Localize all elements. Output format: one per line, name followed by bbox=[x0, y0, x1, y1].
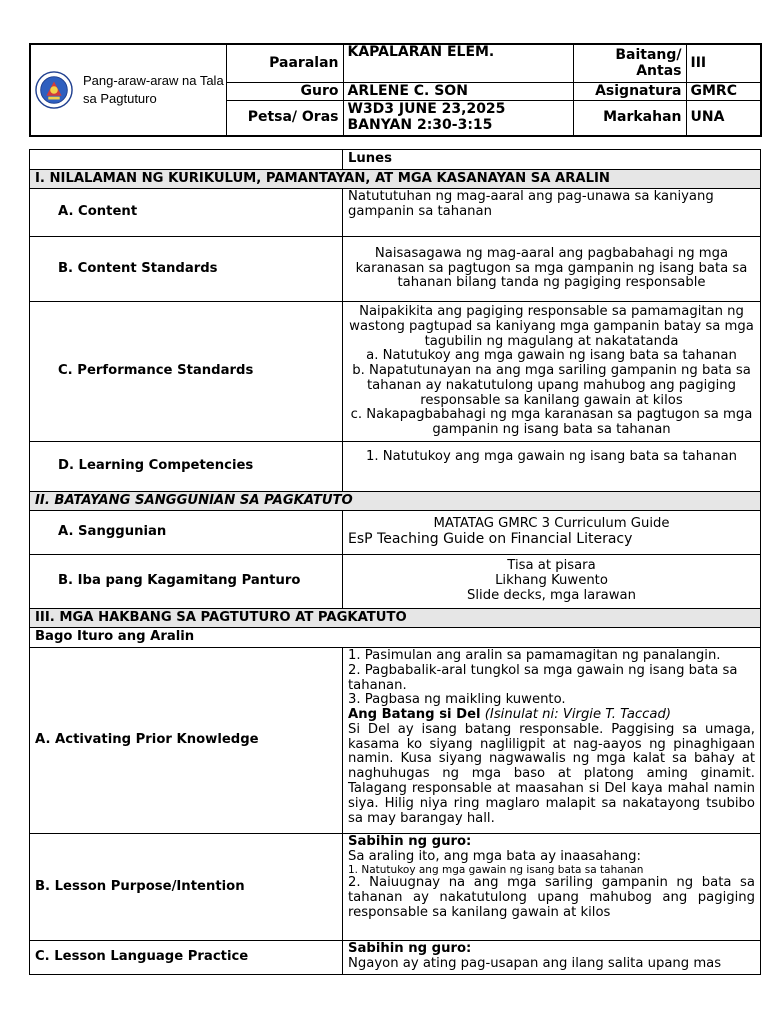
learning-competencies-label: D. Learning Competencies bbox=[30, 442, 343, 492]
form-title: Pang-araw-araw na Tala sa Pagtuturo bbox=[83, 72, 224, 106]
paaralan-value: KAPALARAN ELEM. bbox=[343, 44, 573, 83]
performance-standards-text bbox=[343, 302, 761, 442]
iba-pang-kagamitan-text bbox=[343, 555, 761, 609]
logo-title-cell bbox=[30, 44, 226, 136]
content-label: A. Content bbox=[30, 189, 343, 237]
story-author: (Isinulat ni: Virgie T. Taccad) bbox=[484, 707, 672, 723]
content-standards-label: B. Content Standards bbox=[30, 237, 343, 302]
lesson-purpose-text bbox=[343, 834, 761, 941]
llp-say-label: Sabihin ng guro: bbox=[348, 941, 472, 956]
markahan-value: UNA bbox=[686, 101, 761, 137]
sanggunian-label: A. Sanggunian bbox=[30, 511, 343, 555]
baitang-value: III bbox=[686, 44, 761, 83]
learning-competencies-text: 1. Natutukoy ang mga gawain ng isang bata sa tahanan bbox=[343, 442, 761, 492]
activating-prior-knowledge-text bbox=[343, 648, 761, 834]
ps-line: c. Nakapagbabahagi ng mga karanasan sa pagtugon sa mga gampanin ng isang bata sa tahanan bbox=[350, 407, 753, 438]
lesson-plan-table bbox=[29, 149, 761, 975]
petsa-line1: W3D3 JUNE 23,2025 bbox=[347, 101, 506, 118]
section-heading-3: III. MGA HAKBANG SA PAGTUTURO AT PAGKATUTO bbox=[30, 609, 761, 628]
guro-value: ARLENE C. SON bbox=[343, 83, 573, 101]
lp-item: 2. Naiuugnay na ang mga sariling gampanin ng bata sa tahanan ay nakatutulong upang mahubog ang pagiging responsable sa kanilang gawain at kilos bbox=[348, 875, 755, 920]
activating-prior-knowledge-label: A. Activating Prior Knowledge bbox=[30, 648, 343, 834]
section-heading-1: I. NILALAMAN NG KURIKULUM, PAMANTAYAN, AT MGA KASANAYAN SA ARALIN bbox=[30, 170, 761, 189]
apk-line: 2. Pagbabalik-aral tungkol sa mga gawain ng isang bata sa tahanan. bbox=[348, 662, 738, 693]
lesson-language-practice-label: C. Lesson Language Practice bbox=[30, 941, 343, 975]
story-title: Ang Batang si Del bbox=[348, 707, 481, 723]
lp-item: 1. Natutukoy ang mga gawain ng isang bata sa tahanan bbox=[348, 863, 644, 876]
kagamitan-item: Tisa at pisara bbox=[507, 558, 596, 574]
blank-cell bbox=[30, 150, 343, 170]
sanggunian-line2: EsP Teaching Guide on Financial Literacy bbox=[348, 531, 633, 548]
iba-pang-kagamitan-label: B. Iba pang Kagamitang Panturo bbox=[30, 555, 343, 609]
story-heading bbox=[348, 708, 755, 723]
section-heading-2: II. BATAYANG SANGGUNIAN SA PAGKATUTO bbox=[30, 492, 761, 511]
content-standards-text: Naisasagawa ng mag-aaral ang pagbabahagi ng mga karanasan sa pagtugon sa mga gampanin ng isang bata sa tahanan bilang tanda ng pagiging responsable bbox=[343, 237, 761, 302]
lesson-purpose-label: B. Lesson Purpose/Intention bbox=[30, 834, 343, 941]
story-text: Si Del ay isang batang responsable. Paggising sa umaga, kasama ko siyang nagliligpit at nag-aayos ng pinaghigaan namin. Kusa siyang nagwawalis ng mga kalat sa bahay at naghuhugas ng mga baso at platong aming ginamit. Talagang responsable at maasahan si Del kaya mahal namin siya. Hilig niya ring maglaro malapit sa nakatayong tsubibo sa may barangay hall. bbox=[348, 721, 755, 826]
sanggunian-text bbox=[343, 511, 761, 555]
paaralan-label: Paaralan bbox=[226, 44, 343, 83]
apk-line: 1. Pasimulan ang aralin sa pamamagitan ng panalangin. bbox=[348, 648, 721, 663]
ps-line: b. Napatutunayan na ang mga sariling gampanin ng bata sa tahanan ay nakatutulong upang mahubog ang pagiging responsable sa kanilang gawain at kilos bbox=[352, 363, 751, 408]
baitang-label: Baitang/ Antas bbox=[573, 44, 686, 83]
petsa-label: Petsa/ Oras bbox=[226, 101, 343, 137]
lp-say-label: Sabihin ng guro: bbox=[348, 834, 472, 849]
kagamitan-item: Likhang Kuwento bbox=[495, 573, 608, 589]
ps-line: a. Natutukoy ang mga gawain ng isang bata sa tahanan bbox=[366, 348, 737, 364]
sanggunian-line1: MATATAG GMRC 3 Curriculum Guide bbox=[433, 516, 670, 532]
header-table bbox=[29, 43, 762, 137]
markahan-label: Markahan bbox=[573, 101, 686, 137]
asignatura-label: Asignatura bbox=[573, 83, 686, 101]
performance-standards-label: C. Performance Standards bbox=[30, 302, 343, 442]
ps-line: Naipakikita ang pagiging responsable sa pamamagitan ng wastong pagtupad sa kaniyang mga gampanin batay sa mga tagubilin ng magulang at nakatatanda bbox=[349, 303, 754, 349]
llp-text: Ngayon ay ating pag-usapan ang ilang salita upang mas bbox=[348, 955, 722, 971]
kagamitan-item: Slide decks, mga larawan bbox=[467, 587, 636, 603]
content-text: Natututuhan ng mag-aaral ang pag-unawa sa kaniyang gampanin sa tahanan bbox=[343, 189, 761, 237]
guro-label: Guro bbox=[226, 83, 343, 101]
lesson-language-practice-text bbox=[343, 941, 761, 975]
day-header: Lunes bbox=[343, 150, 761, 170]
petsa-value bbox=[343, 101, 573, 137]
deped-seal-icon bbox=[35, 71, 73, 109]
apk-line: 3. Pagbasa ng maikling kuwento. bbox=[348, 692, 566, 708]
lp-intro: Sa araling ito, ang mga bata ay inaasahang: bbox=[348, 848, 641, 864]
asignatura-value: GMRC bbox=[686, 83, 761, 101]
petsa-line2: BANYAN 2:30-3:15 bbox=[347, 117, 493, 133]
subsection-heading: Bago Ituro ang Aralin bbox=[30, 628, 761, 648]
